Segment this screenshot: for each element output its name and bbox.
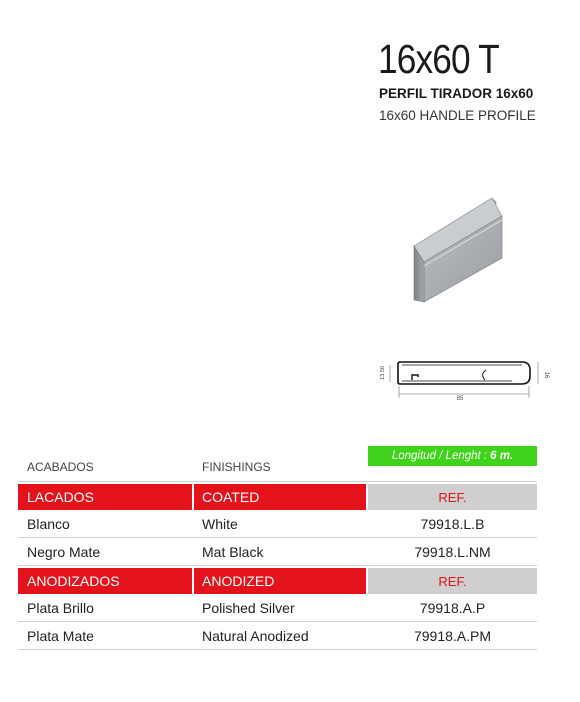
- ref-header: REF.: [368, 484, 537, 510]
- table-row: [18, 623, 537, 650]
- section-label-es: LACADOS: [18, 484, 192, 510]
- section-row-coated: [18, 484, 537, 510]
- finish-es: Blanco: [27, 516, 70, 532]
- profile-section-drawing: [372, 356, 552, 406]
- finish-en: Natural Anodized: [202, 628, 309, 644]
- dim-width-label: 85: [456, 396, 464, 402]
- product-title: 16x60 T: [378, 36, 499, 82]
- table-row: [18, 539, 537, 566]
- table-row: [18, 595, 537, 622]
- section-label-en: COATED: [194, 484, 366, 510]
- table-header: [18, 456, 537, 482]
- section-row-anodized: [18, 568, 537, 594]
- product-subtitle-en: 16x60 HANDLE PROFILE: [379, 108, 536, 123]
- section-label-en: ANODIZED: [194, 568, 366, 594]
- finish-en: White: [202, 516, 238, 532]
- finish-es: Plata Mate: [27, 628, 94, 644]
- finish-ref: 79918.A.PM: [413, 628, 492, 644]
- section-label-es: ANODIZADOS: [18, 568, 192, 594]
- finish-ref: 79918.L.B: [420, 516, 485, 532]
- dim-height-label: 16: [543, 371, 549, 379]
- finish-es: Negro Mate: [27, 544, 101, 560]
- product-subtitle-es: PERFIL TIRADOR 16x60: [379, 86, 534, 101]
- finish-en: Polished Silver: [202, 600, 295, 616]
- finishes-table: [18, 456, 537, 650]
- ref-header: REF.: [368, 568, 537, 594]
- dim-small-label: 13.50: [380, 366, 386, 380]
- header-finishings: FINISHINGS: [202, 460, 271, 474]
- finish-es: Plata Brillo: [27, 600, 94, 616]
- header-acabados: ACABADOS: [27, 460, 94, 474]
- finish-ref: 79918.A.P: [419, 600, 486, 616]
- finish-ref: 79918.L.NM: [414, 544, 491, 560]
- profile-3d-render: [404, 194, 506, 306]
- table-row: [18, 511, 537, 538]
- length-value: 6 m.: [490, 450, 514, 462]
- finish-en: Mat Black: [202, 544, 264, 560]
- length-label: Longitud / Lenght :: [391, 450, 488, 462]
